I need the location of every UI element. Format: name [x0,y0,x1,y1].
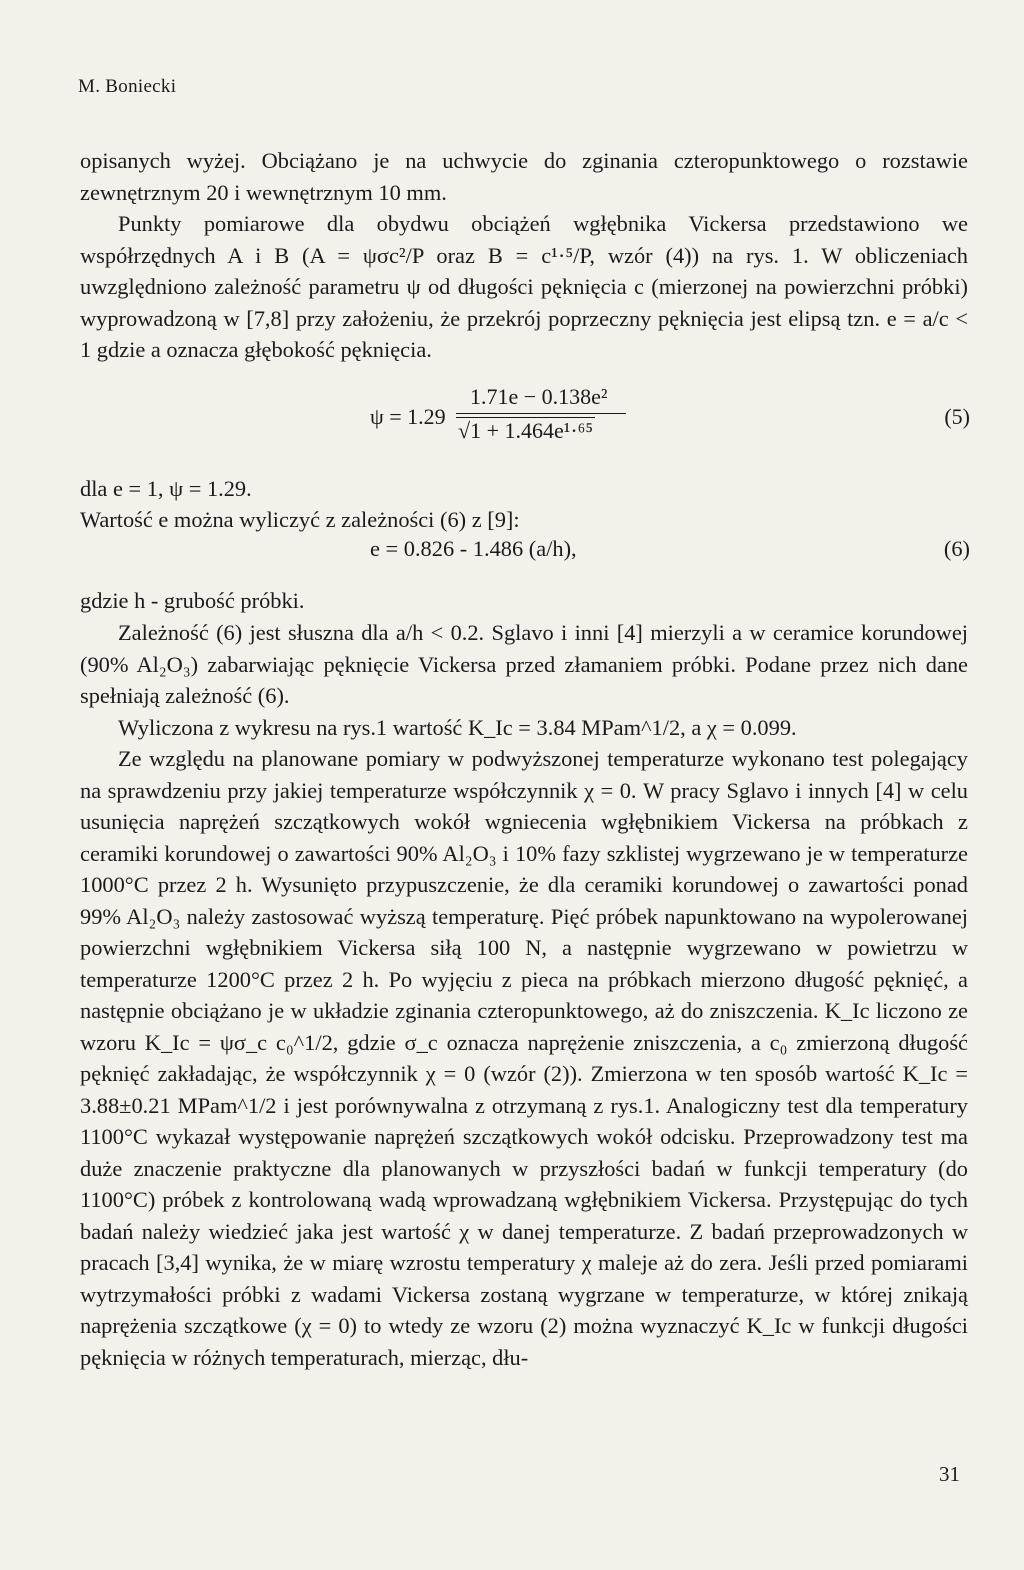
equation-5-numerator: 1.71e − 0.138e² [470,384,608,409]
equation-6-number: (6) [943,536,970,561]
paragraph-2: Punkty pomiarowe dla obydwu obciążeń wgłębnika Vickersa przedstawiono we współrzędnych A i B (A = ψσc²/P oraz B = c¹·⁵/P, wzór (4)) na rys. 1. W obliczeniach uwzględniono zależność parametru ψ od długości pęknięcia c (mierzonej na powierzchni próbki) wyprowadzoną w [7,8] przy założeniu, że przekrój poprzeczny pęknięcia jest elipsą tzn. e = a/c < 1 gdzie a oznacza głębokość pęknięcia. [80,211,968,362]
equation-6 [370,536,970,562]
line-wartosc: Wartość e można wyliczyć z zależności (6) z [9]: [80,507,520,532]
fraction-bar [456,413,626,414]
line-dla: dla e = 1, ψ = 1.29. [80,476,252,501]
line-gdzie: gdzie h - grubość próbki. [80,588,305,613]
body-text-upper [80,145,968,366]
body-text-lower [80,617,968,1373]
running-header-author: M. Boniecki [78,76,177,97]
paragraph-3: Zależność (6) jest słuszna dla a/h < 0.2. Sglavo i inni [4] mierzyli a w ceramice korundowej (90% Al₂O₃) zabarwiając pęknięcie Vickersa przed złamaniem próbki. Podane przez nich dane spełniają zależność (6). [80,620,968,708]
page-number: 31 [939,1462,960,1486]
paragraph-5: Ze względu na planowane pomiary w podwyższonej temperaturze wykonano test polegający na sprawdzeniu przy jakiej temperaturze współczynnik χ = 0. W pracy Sglavo i innych [4] w celu usunięcia naprężeń szczątkowych wokół wgniecenia wgłębnikiem Vickersa na próbkach z ceramiki korundowej o zawartości 90% Al₂O₃ i 10% fazy szklistej wygrzewano je w temperaturze 1000°C przez 2 h. Wysunięto przypuszczenie, że dla ceramiki korundowej o zawartości ponad 99% Al₂O₃ należy zastosować wyższą temperaturę. Pięć próbek napunktowano na wypolerowanej powierzchni wgłębnikiem Vickersa siłą 100 N, a następnie wygrzewano w powietrzu w temperaturze 1200°C przez 2 h. Po wyjęciu z pieca na próbkach mierzono długość pęknięć, a następnie obciążano je w układzie zginania czteropunktowego, aż do zniszczenia. K_Ic liczono ze wzoru K_Ic = ψσ_c c₀^1/2, gdzie σ_c oznacza naprężenie zniszczenia, a c₀ zmierzoną długość pęknięć zakładając, że współczynnik χ = 0 (wzór (2)). Zmierzona w ten sposób wartość K_Ic = 3.88±0.21 MPam^1/2 i jest porównywalna z otrzymaną z rys.1. Analogiczny test dla temperatury 1100°C wykazał występowanie naprężeń szczątkowych wokół odcisku. Przeprowadzony test ma duże znaczenie praktyczne dla planowanych w przyszłości badań w funkcji temperatury (do 1100°C) próbek z kontrolowaną wadą wprowadzaną wgłębnikiem Vickersa. Przystępując do tych badań należy wiedzieć jaka jest wartość χ w danej temperaturze. Z badań przeprowadzonych w pracach [3,4] wynika, że w miarę wzrostu temperatury χ maleje aż do zera. Jeśli przed pomiarami wytrzymałości próbki z wadami Vickersa zostaną wygrzane w temperaturze, w której znikają naprężenia szczątkowe (χ = 0) to wtedy ze wzoru (2) można wyznaczyć K_Ic w funkcji długości pęknięcia w różnych temperaturach, mierząc, dłu- [80,746,968,1370]
paragraph-4: Wyliczona z wykresu na rys.1 wartość K_Ic = 3.84 MPam^1/2, a χ = 0.099. [118,714,797,740]
equation-6-formula: e = 0.826 - 1.486 (a/h), [370,536,577,561]
equation-5-number: (5) [944,404,970,429]
equation-5-lhs: ψ = 1.29 [370,404,446,429]
equation-5-denominator: √1 + 1.464e¹·⁶⁵ [458,418,594,443]
equation-5 [370,384,970,444]
paragraph-1: opisanych wyżej. Obciążano je na uchwycie do zginania czteropunktowego o rozstawie zewnętrznym 20 i wewnętrznym 10 mm. [80,148,968,205]
